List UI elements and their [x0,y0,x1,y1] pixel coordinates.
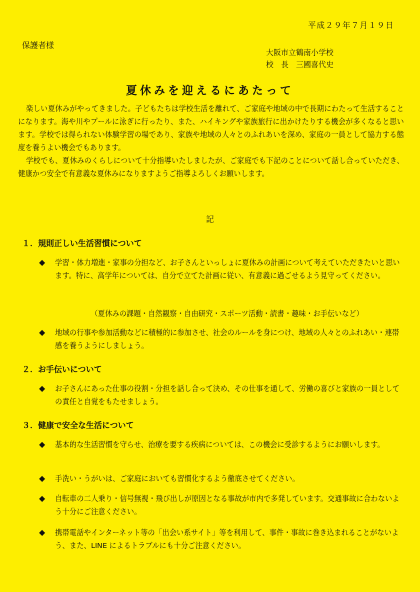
section-1-heading: １．規則正しい生活習慣について [22,239,142,248]
section-3-item-1 [39,438,405,451]
section-3-item-4 [39,526,405,552]
diamond-bullet-icon: ◆ [39,258,46,267]
date: 平成２９年７月１９日 [308,21,394,30]
diamond-bullet-icon: ◆ [39,494,46,503]
section-1-sub: （夏休みの課題・自然観察・自由研究・スポーツ活動・読書・趣味・お手伝いなど） [90,309,364,318]
item-text: 地域の行事や参加活動などに積極的に参加させ、社会のルールを身につけ、地域の人々とのふれあい・連帯感を養うようにしましょう。 [55,328,400,350]
section-3-item-3 [39,492,405,518]
section-2-heading: ２．お手伝いについて [22,365,102,374]
section-1-item-2 [39,326,405,352]
diamond-bullet-icon: ◆ [39,384,46,393]
document-title: 夏休みを迎えるにあたって [126,84,294,97]
intro-text [18,102,404,180]
intro-paragraph-2: 学校でも、夏休みのくらしについて十分指導いたしましたが、ご家庭でも下記のことについて話し合っていただき、健康かつ安全で有意義な夏休みになりますようご指導よろしくお願いします。 [18,156,404,178]
diamond-bullet-icon: ◆ [39,328,46,337]
section-3-item-2 [39,472,405,485]
diamond-bullet-icon: ◆ [39,528,46,537]
section-1-item-1 [39,256,405,282]
ki-marker: 記 [206,215,214,224]
diamond-bullet-icon: ◆ [39,440,46,449]
item-text: 基本的な生活習慣を守らせ、治療を要する疾病については、この機会に受診するようにお願いします。 [55,440,385,449]
school-name: 大阪市立鶴南小学校 [266,48,334,57]
section-3-heading: ３．健康で安全な生活について [22,421,134,430]
item-text: 手洗い・うがいは、ご家庭においても習慣化するよう徹底させてください。 [55,474,300,483]
item-text: 学習・体力増進・家事の分担など、お子さんといっしょに夏休みの計画について考えていただきたいと思います。特に、高学年については、自分で立てた計画に従い、有意義に過ごせるよう見守ってください。 [55,258,400,280]
principal-name: 校 長 三國喜代史 [266,60,334,69]
recipient: 保護者様 [22,41,54,50]
diamond-bullet-icon: ◆ [39,474,46,483]
item-text: 携帯電話やインターネット等の「出会い系サイト」等を利用して、事件・事故に巻き込まれることがないよう、また、LINE によるトラブルにも十分ご注意ください。 [55,528,399,550]
intro-paragraph-1: 楽しい夏休みがやってきました。子どもたちは学校生活を離れて、ご家庭や地域の中で長期にわたって生活することになります。海や川やプールに泳ぎに行ったり、また、ハイキングや家族旅行に出かけたりする機会が多くなると思います。学校では得られない体験学習の場であり、家族や地域の人々とのふれあいを深め、家庭の一員として協力する態度を養うよい機会でもあります。 [18,104,404,152]
item-text: お子さんにあった仕事の役割・分担を話し合って決め、その仕事を通して、労働の喜びと家族の一員としての責任と自覚をもたせましょう。 [55,384,400,406]
sender-block [266,47,396,71]
section-2-item-1 [39,382,405,408]
item-text: 自転車の二人乗り・信号無視・飛び出しが原因となる事故が市内で多発しています。交通事故に合わないよう十分にご注意ください。 [55,494,400,516]
